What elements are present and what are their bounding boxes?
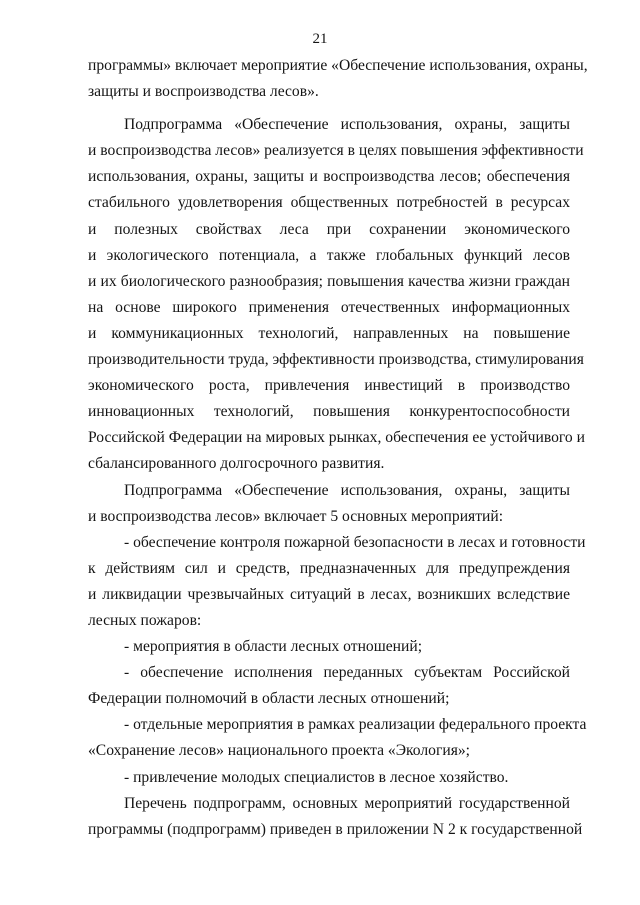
text-line: инновационных технологий, повышения конкурентоспособности — [88, 403, 570, 421]
text-line: программы» включает мероприятие «Обеспечение использования, охраны, — [88, 57, 588, 74]
text-line: на основе широкого применения отечественных информационных — [88, 298, 570, 316]
text-line: производительности труда, эффективности производства, стимулирования — [88, 351, 584, 369]
text-line: - мероприятия в области лесных отношений; — [124, 638, 423, 656]
text-line: Подпрограмма «Обеспечение использования, охраны, защиты — [124, 481, 570, 499]
text-line: - отдельные мероприятия в рамках реализации федерального проекта — [124, 716, 587, 734]
text-line: программы (подпрограмм) приведен в приложении N 2 к государственной — [88, 820, 583, 838]
text-line: и ликвидации чрезвычайных ситуаций в лесах, возникших вследствие — [88, 585, 570, 603]
text-line: Российской Федерации на мировых рынках, обеспечения ее устойчивого и — [88, 429, 585, 447]
text-line: использования, охраны, защиты и воспроизводства лесов; обеспечения — [88, 168, 570, 186]
text-line: - обеспечение исполнения переданных субъектам Российской — [124, 664, 570, 682]
body-text — [88, 53, 588, 843]
text-line: сбалансированного долгосрочного развития. — [88, 455, 385, 473]
text-line: и полезных свойствах леса при сохранении экономического — [88, 220, 570, 238]
text-line: лесных пожаров: — [88, 611, 202, 629]
text-line: и воспроизводства лесов» включает 5 основных мероприятий: — [88, 507, 504, 525]
text-line: и коммуникационных технологий, направленных на повышение — [88, 324, 570, 342]
text-line: Федерации полномочий в области лесных отношений; — [88, 690, 450, 708]
text-line: экономического роста, привлечения инвестиций в производство — [88, 377, 570, 395]
text-line: и экологического потенциала, а также глобальных функций лесов — [88, 246, 570, 264]
text-line: и воспроизводства лесов» реализуется в целях повышения эффективности — [88, 142, 584, 160]
text-line: к действиям сил и средств, предназначенных для предупреждения — [88, 559, 570, 577]
text-line: - обеспечение контроля пожарной безопасности в лесах и готовности — [124, 533, 586, 551]
text-line: стабильного удовлетворения общественных потребностей в ресурсах — [88, 194, 570, 212]
text-line: «Сохранение лесов» национального проекта «Экология»; — [88, 742, 470, 760]
text-line: - привлечение молодых специалистов в лесное хозяйство. — [124, 768, 509, 786]
page-number: 21 — [312, 31, 328, 47]
text-line: Подпрограмма «Обеспечение использования, охраны, защиты — [124, 116, 570, 134]
text-line: защиты и воспроизводства лесов». — [88, 83, 319, 101]
text-line: Перечень подпрограмм, основных мероприятий государственной — [124, 794, 570, 812]
text-line: и их биологического разнообразия; повышения качества жизни граждан — [88, 272, 570, 290]
